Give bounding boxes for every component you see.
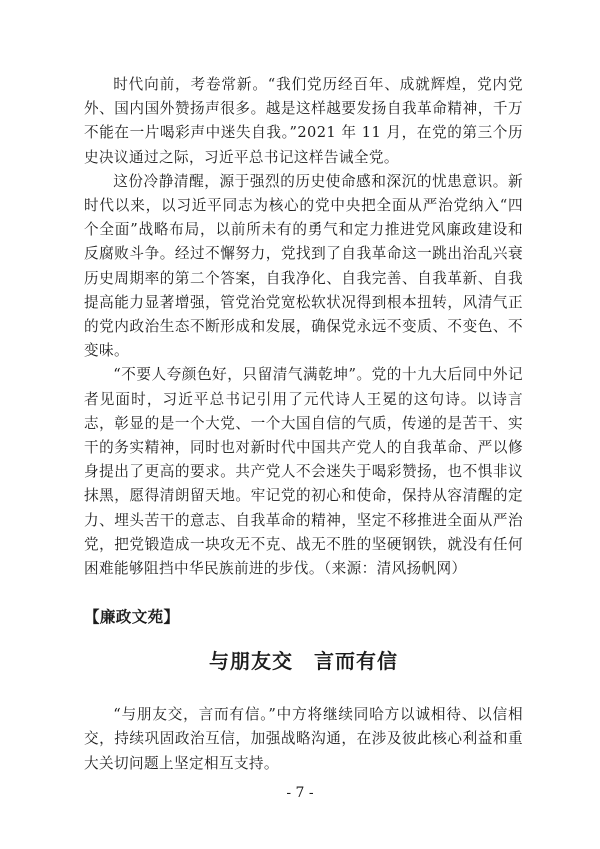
article-title: 与朋友交 言而有信 (209, 649, 398, 674)
paragraph: “不要人夸颜色好，只留清气满乾坤”。党的十九大后同中外记者见面时，习近平总书记引用了元代诗人王冕的这句诗。以诗言志，彰显的是一个大党、一个大国自信的气质，传递的是苦干、实干的务实精神，同时也对新时代中国共产党人的自我革命、严以修身提出了更高的要求。共产党人不会迷失于喝彩赞扬，也不惧非议抹黑，愿得清朗留天地。牢记党的初心和使命，保持从容清醒的定力、埋头苦干的意志、自我革命的精神，坚定不移推进全面从严治党，把党锻造成一块攻无不克、战无不胜的坚硬钢铁，就没有任何困难能够阻挡中华民族前进的步伐。（来源：清风扬帆网） (84, 366, 523, 578)
article-body-block (84, 73, 523, 581)
paragraph: 这份冷静清醒，源于强烈的历史使命感和深沉的忧患意识。新时代以来，以习近平同志为核心的党中央把全面从严治党纳入“四个全面”战略布局，以前所未有的勇气和定力推进党风廉政建设和反腐败斗争。经过不懈努力，党找到了自我革命这一跳出治乱兴衰历史周期率的第二个答案，自我净化、自我完善、自我革新、自我提高能力显著增强，管党治党宽松软状况得到根本扭转，风清气正的党内政治生态不断形成和发展，确保党永远不变质、不变色、不变味。 (84, 172, 523, 360)
page-number: - 7 - (286, 785, 314, 801)
paragraph: 时代向前，考卷常新。“我们党历经百年、成就辉煌，党内党外、国内国外赞扬声很多。越是这样越要发扬自我革命精神，千万不能在一片喝彩声中迷失自我。”2021 年 11 月，在党的第三个历史决议通过之际，习近平总书记这样告诫全党。 (84, 76, 523, 166)
article-section-body (84, 703, 523, 776)
section-header: 【廉政文苑】 (84, 607, 180, 627)
paragraph: “与朋友交，言而有信。”中方将继续同哈方以诚相待、以信相交，持续巩固政治互信，加强战略沟通，在涉及彼此核心利益和重大关切问题上坚定相互支持。 (84, 706, 523, 772)
